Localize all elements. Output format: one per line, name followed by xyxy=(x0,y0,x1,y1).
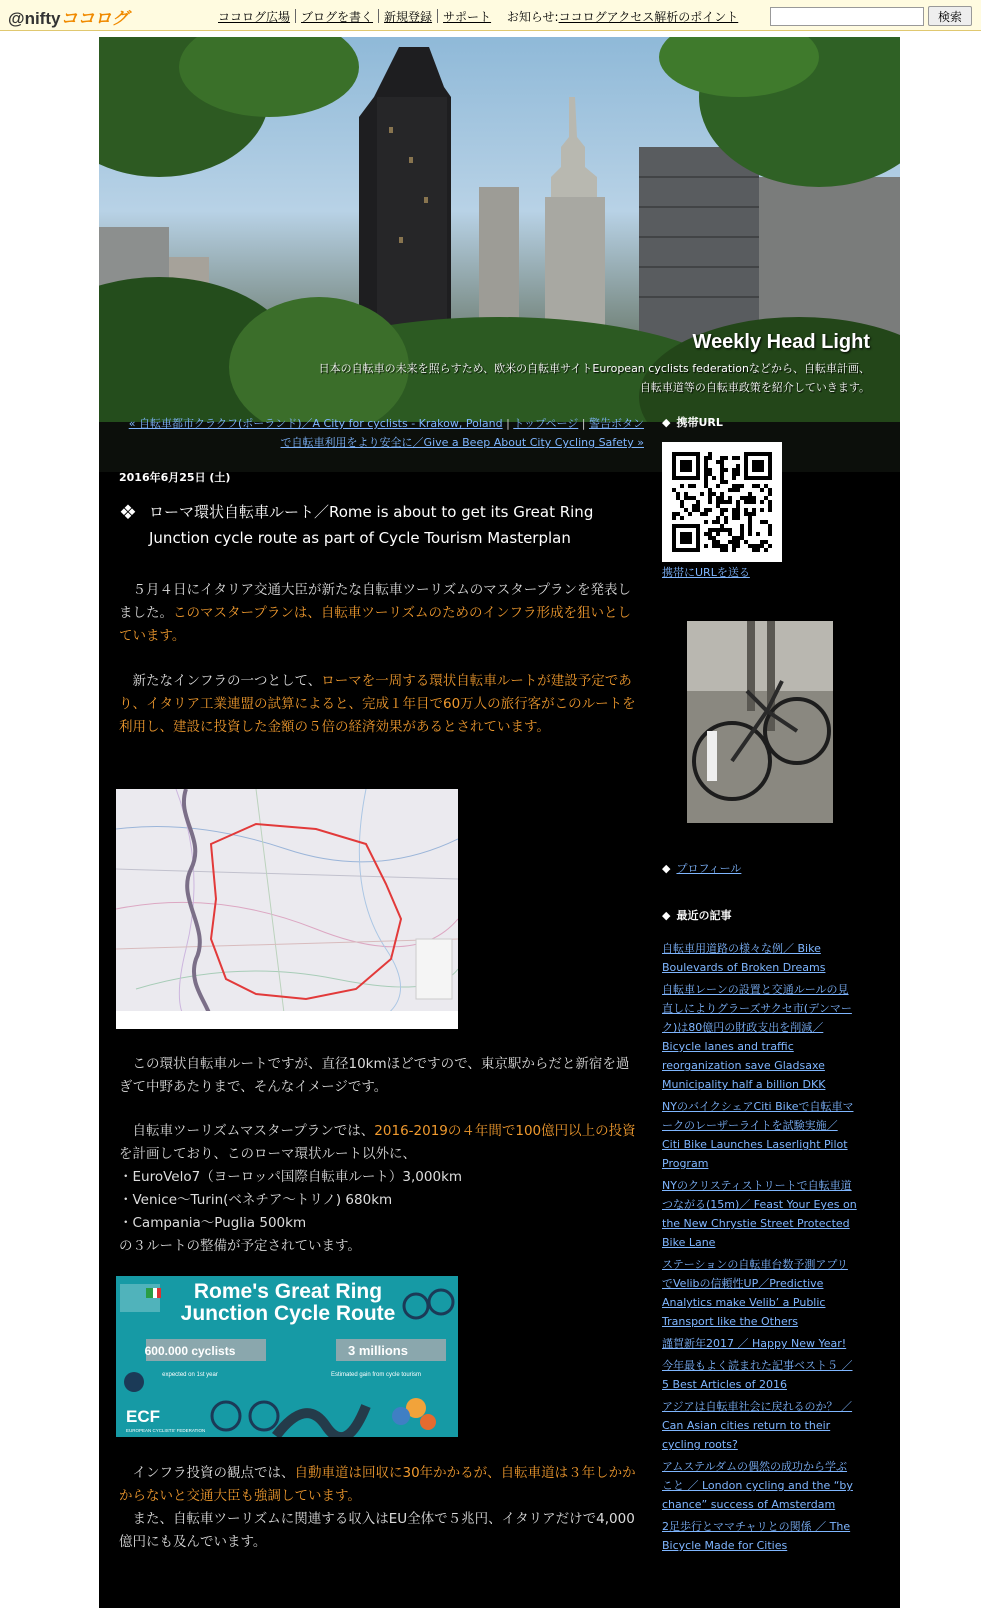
send-url-to-mobile-link[interactable]: 携帯にURLを送る xyxy=(662,566,750,579)
list-item xyxy=(662,1356,858,1394)
sidebar xyxy=(662,414,862,1552)
recent-post-link[interactable]: NYのクリスティストリートで自転車道つながる(15m)／ Feast Your Eyes on the New Chrystie Street Protected Bike Lane xyxy=(662,1179,857,1249)
nav-register[interactable]: 新規登録 xyxy=(384,10,433,24)
paragraph-3: この環状自転車ルートですが、直径10kmほどですので、東京駅からだと新宿を過ぎて中野あたりまで、そんなイメージです。 xyxy=(119,1056,630,1095)
cocolog-logo[interactable] xyxy=(8,4,128,29)
post-title xyxy=(119,499,644,551)
nav-divider xyxy=(295,9,296,23)
post-title-text: ローマ環状自転車ルート／Rome is about to get its Great Ring Junction cycle route as part of Cycle Tourism Masterplan xyxy=(149,503,594,547)
infographic-title-1: Rome's Great Ring xyxy=(193,1280,383,1303)
cyclists-stat: 600.000 cyclists xyxy=(144,1344,236,1358)
highlight-text: このマスタープランは、自転車ツーリズムのためのインフラ形成を狙いとしています。 xyxy=(119,605,632,644)
top-nav xyxy=(218,8,738,25)
millions-stat: 3 millions xyxy=(348,1343,408,1358)
notice-label: お知らせ: xyxy=(506,10,559,24)
list-item xyxy=(662,1097,858,1173)
profile-bicycle-photo xyxy=(687,621,833,823)
paragraph-4 xyxy=(119,1120,642,1258)
profile-section xyxy=(662,860,741,876)
infographic-title-2: Junction Cycle Route xyxy=(180,1302,396,1325)
great-ring-infographic[interactable] xyxy=(116,1276,458,1437)
pager-sep: | xyxy=(578,417,589,430)
profile-link[interactable]: プロフィール xyxy=(676,862,742,875)
list-item xyxy=(662,1255,858,1331)
blog-header xyxy=(99,37,900,472)
recent-post-link[interactable]: NYのバイクシェアCiti Bikeで自転車マークのレーザーライトを試験実施／ Citi Bike Launches Laserlight Pilot Program xyxy=(662,1100,854,1170)
cyclists-sub: expected on 1st year xyxy=(162,1372,218,1378)
bullet-icon: ❖ xyxy=(119,500,137,524)
paragraph-6: また、自転車ツーリズムに関連する収入はEU全体で５兆円、イタリアだけで4,000億円にも及んでいます。 xyxy=(119,1511,635,1550)
recent-post-link[interactable]: ステーションの自転車台数予測アプリでVelibの信頼性UP／Predictive Analytics make Velib’ a Public Transport like the Others xyxy=(662,1258,848,1328)
nav-support[interactable]: サポート xyxy=(443,10,492,24)
text: ５月４日にイタリア交通大臣が新たな自転車ツーリズムのマスタープランを発表しました。 xyxy=(119,582,632,621)
text: を計画しており、このローマ環状ルート以外に、 xyxy=(119,1146,416,1162)
route-item: ・Campania～Puglia 500km xyxy=(119,1215,307,1231)
list-item xyxy=(662,1334,858,1353)
logo-prefix: @nifty xyxy=(8,9,61,28)
highlight-text: 自動車道は回収に30年かかるが、自転車道は３年しかかからないと交通大臣も強調しています。 xyxy=(119,1465,636,1504)
nav-write-blog[interactable]: ブログを書く xyxy=(301,10,374,24)
millions-sub: Estimated gain from cycle tourism xyxy=(330,1372,422,1378)
next-post-link[interactable]: 警告ボタンで自転車利用をより安全に／Give a Beep About City Cycling Safety » xyxy=(280,417,644,449)
list-item xyxy=(662,1397,858,1454)
text: 自転車ツーリズムマスタープランでは、 xyxy=(119,1123,375,1139)
post-date: 2016年6月25日 (土) xyxy=(119,471,231,484)
blog-title[interactable]: Weekly Head Light xyxy=(692,331,870,353)
recent-post-link[interactable]: 今年最もよく読まれた記事ベスト５ ／ 5 Best Articles of 2016 xyxy=(662,1359,853,1391)
recent-posts-list xyxy=(662,939,858,1558)
recent-post-link[interactable]: 2足歩行とママチャリとの関係 ／ The Bicycle Made for Cities xyxy=(662,1520,851,1552)
blog-container xyxy=(99,37,900,1608)
recent-post-link[interactable]: 謹賀新年2017 ／ Happy New Year! xyxy=(662,1337,847,1350)
routes-end: の３ルートの整備が予定されています。 xyxy=(119,1238,361,1254)
list-item xyxy=(662,1517,858,1555)
list-item xyxy=(662,1457,858,1514)
recent-posts-heading xyxy=(662,907,731,923)
nav-cocolog-plaza[interactable]: ココログ広場 xyxy=(218,10,291,24)
route-item: ・EuroVelo7（ヨーロッパ国際自転車ルート）3,000km xyxy=(119,1169,463,1185)
post-pager xyxy=(119,414,644,452)
blog-description: 日本の自転車の未来を照らすため、欧米の自転車サイトEuropean cyclists federationなどから、自転車計画、自転車道等の自転車政策を紹介していきます。 xyxy=(318,362,870,394)
heading-text: 携帯URL xyxy=(676,416,723,429)
nifty-topbar xyxy=(0,0,981,31)
qr-code-image[interactable] xyxy=(662,442,782,562)
mobile-url-heading xyxy=(662,414,862,430)
logo-brand: ココログ xyxy=(60,9,129,28)
notice-link[interactable]: ココログアクセス解析のポイント xyxy=(558,10,739,24)
paragraph-1 xyxy=(119,579,642,648)
list-item xyxy=(662,939,858,977)
list-item xyxy=(662,980,858,1094)
search-button[interactable]: 検索 xyxy=(928,6,972,26)
recent-post-link[interactable]: アムステルダムの偶然の成功から学ぶこと ／ London cycling and the “by chance” success of Amsterdam xyxy=(662,1460,853,1511)
diamond-icon: ◆ xyxy=(662,862,671,875)
highlight-text: ローマを一周する環状自転車ルートが建設予定であり、イタリア工業連盟の試算によると、完成１年目で60万人の旅行客がこのルートを利用し、建設に投資した金額の５倍の経済効果があるとされています。 xyxy=(119,673,636,735)
heading-text: 最近の記事 xyxy=(676,909,732,922)
rome-ring-route-map[interactable] xyxy=(116,789,458,1029)
pager-sep: | xyxy=(502,417,514,430)
text: インフラ投資の観点では、 xyxy=(119,1465,295,1481)
ecf-logo: ECF xyxy=(126,1407,160,1426)
recent-post-link[interactable]: 自転車レーンの設置と交通ルールの見直しによりグラーズサクセ市(デンマーク)は80億円の財政支出を削減／ Bicycle lanes and traffic reorganization save Gladsaxe Municipality half a billion DKK xyxy=(662,983,852,1091)
nav-divider xyxy=(378,9,379,23)
highlight-text: 2016-2019の４年間で100億円以上の投資 xyxy=(374,1123,636,1139)
ecf-sub: EUROPEAN CYCLISTS' FEDERATION xyxy=(126,1428,206,1433)
list-item xyxy=(662,1176,858,1252)
diamond-icon: ◆ xyxy=(662,909,671,922)
route-item: ・Venice～Turin(ベネチア～トリノ) 680km xyxy=(119,1192,393,1208)
paragraph-2 xyxy=(119,670,642,739)
search-input[interactable] xyxy=(770,7,924,26)
prev-post-link[interactable]: « 自転車都市クラクフ(ポーランド)／A City for cyclists - Krakow, Poland xyxy=(128,417,503,430)
nav-divider xyxy=(437,9,438,23)
diamond-icon: ◆ xyxy=(662,416,671,429)
recent-post-link[interactable]: 自転車用道路の様々な例／ Bike Boulevards of Broken Dreams xyxy=(662,942,826,974)
paragraph-5 xyxy=(119,1462,642,1508)
top-page-link[interactable]: トップページ xyxy=(513,417,579,430)
recent-post-link[interactable]: アジアは自転車社会に戻れるのか？ ／ Can Asian cities return to their cycling roots? xyxy=(662,1400,853,1451)
header-photo-nyc-skyline xyxy=(99,37,900,472)
text: 新たなインフラの一つとして、 xyxy=(119,673,322,689)
